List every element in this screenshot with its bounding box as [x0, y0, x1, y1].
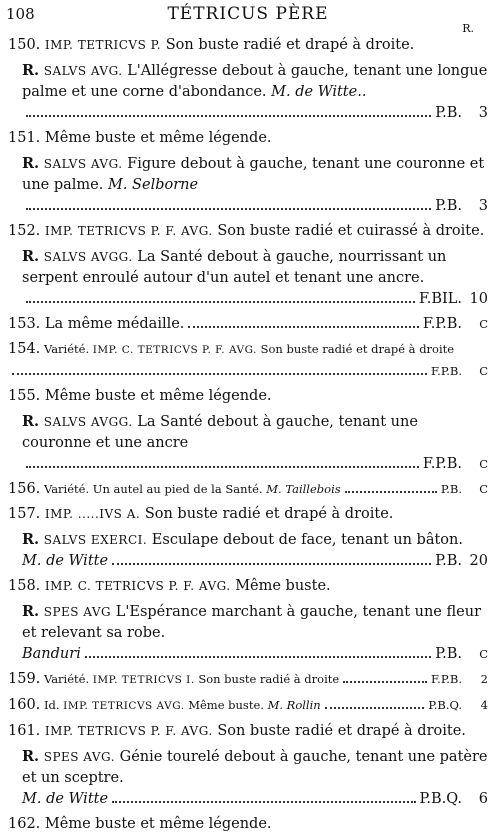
dot-leader — [112, 563, 431, 565]
catalogue-entry — [8, 339, 488, 382]
metal-code: P.B. — [435, 105, 462, 121]
metal-code: P.B. — [435, 646, 462, 662]
entry-number: 159. — [8, 671, 41, 687]
entry-description: Son buste radié à droite — [198, 672, 340, 686]
metal-code: P.B. — [440, 482, 462, 496]
coin-legend: SPES AVG — [43, 605, 112, 619]
entry-number: 154. — [8, 341, 41, 357]
reverse-mark: R. — [22, 62, 40, 79]
coin-legend: SALVS AVGG. — [43, 415, 133, 429]
page-title: TÉTRICUS PÈRE — [167, 4, 329, 24]
entry-description: La Santé debout à gauche, tenant une couronne et une ancre — [22, 414, 418, 451]
entry-number: 153. — [8, 316, 41, 332]
entry-number: 152. — [8, 223, 41, 239]
dot-leader — [26, 208, 431, 210]
entry-description: L'Espérance marchant à gauche, tenant une fleur et relevant sa robe. — [22, 604, 482, 641]
coin-legend: IMP. TETRICVS P. F. AVG. — [44, 224, 213, 238]
metal-code: P.B. — [435, 553, 462, 569]
dot-leader — [26, 466, 419, 468]
reverse-entry — [8, 529, 488, 572]
entry-description: La Santé debout à gauche, nourrissant un serpent enroulé autour d'un autel et tenant une ancre. — [22, 249, 447, 286]
metal-code: F.P.B. — [422, 456, 462, 472]
coin-legend: IMP. .....IVS A. — [44, 507, 141, 521]
rarity-value: C — [479, 317, 488, 331]
collection-name: M. Rollin — [267, 698, 321, 712]
dot-leader — [345, 491, 437, 493]
entry-number: 157. — [8, 506, 41, 522]
collection-name: M. de Witte.. — [271, 84, 367, 100]
entry-description: Même buste et même légende. — [44, 388, 272, 404]
rarity-value: 4 — [480, 698, 488, 712]
entry-description: Même buste et même légende. — [44, 130, 272, 146]
rarity-value: 10 — [469, 291, 488, 307]
dot-leader — [325, 707, 425, 709]
entry-description: Son buste radié et drapé à droite — [260, 342, 455, 356]
collection-name: M. de Witte — [22, 791, 109, 807]
entry-description: Esculape debout de face, tenant un bâton. — [151, 532, 463, 548]
reverse-mark: R. — [22, 248, 40, 265]
entry-description: Même buste. — [235, 578, 331, 594]
metal-code: P.B.Q. — [428, 698, 462, 712]
entry-number: 158. — [8, 578, 41, 594]
catalogue-entry — [8, 386, 488, 407]
entry-prefix: Variété. — [43, 482, 90, 496]
catalogue-entry — [8, 35, 488, 56]
metal-code: F.P.B. — [422, 316, 462, 332]
reverse-mark: R. — [22, 748, 40, 765]
catalogue-entry — [8, 669, 488, 691]
entry-description: Génie tourelé debout à gauche, tenant une patère et un sceptre. — [22, 749, 488, 786]
catalogue-entry — [8, 128, 488, 149]
catalogue-body — [8, 35, 488, 839]
coin-legend: SPES AVG. — [43, 750, 116, 764]
coin-legend: IMP. TETRICVS P. F. AVG. — [44, 724, 213, 738]
coin-legend: SALVS AVG. — [43, 64, 123, 78]
coin-legend: IMP. C. TETRICVS P. F. AVG. — [44, 579, 231, 593]
reverse-mark: R. — [22, 531, 40, 548]
reverse-entry — [8, 60, 488, 124]
entry-description: Un autel au pied de la Santé. — [92, 482, 263, 496]
rarity-value: 3 — [478, 105, 488, 121]
collection-name: M. Selborne — [107, 177, 199, 193]
rarity-value: C — [479, 647, 488, 661]
catalogue-entry — [8, 721, 488, 742]
page-header — [0, 4, 496, 35]
rarity-value: C — [479, 457, 488, 471]
entry-number: 161. — [8, 723, 41, 739]
catalogue-entry — [8, 814, 488, 835]
catalogue-entry — [8, 504, 488, 525]
dot-leader — [188, 326, 418, 328]
column-mark: R. — [462, 22, 474, 35]
metal-code: P.B.Q. — [419, 791, 462, 807]
entry-number: 162. — [8, 816, 41, 832]
coin-legend: IMP. TETRICVS I. — [92, 674, 195, 686]
entry-number: 156. — [8, 481, 41, 497]
entry-number: 160. — [8, 697, 41, 713]
dot-leader — [26, 301, 415, 303]
coin-legend: SALVS EXERCI. — [43, 533, 148, 547]
catalogue-entry — [8, 314, 488, 335]
metal-code: P.B. — [435, 198, 462, 214]
entry-description: Figure debout à gauche, tenant une couronne et une palme. — [22, 156, 485, 193]
reverse-entry — [8, 746, 488, 810]
rarity-value: 20 — [469, 553, 488, 569]
entry-description: Même buste. — [188, 698, 264, 712]
entry-description: Son buste radié et drapé à droite. — [165, 37, 415, 53]
reverse-entry — [8, 153, 488, 217]
coin-legend: SALVS AVGG. — [43, 250, 133, 264]
coin-legend: IMP. TETRICVS P. — [44, 38, 162, 52]
reverse-entry — [8, 601, 488, 665]
entry-prefix: Variété. — [43, 672, 90, 686]
page-number: 108 — [6, 5, 35, 23]
entry-prefix: Variété. — [43, 342, 90, 356]
collection-name: Banduri — [22, 646, 81, 662]
rarity-value: 6 — [478, 791, 488, 807]
metal-code: F.BIL. — [418, 291, 462, 307]
reverse-entry — [8, 246, 488, 310]
dot-leader — [112, 801, 415, 803]
metal-code: F.P.B. — [430, 672, 462, 686]
reverse-entry — [8, 411, 488, 475]
entry-prefix: Id. — [43, 698, 60, 712]
entry-description: Son buste radié et cuirassé à droite. — [217, 223, 485, 239]
entry-description: Même buste et même légende. — [44, 816, 272, 832]
coin-legend: IMP. TETRICVS AVG. — [63, 700, 185, 712]
rarity-value: 2 — [480, 672, 488, 686]
collection-name: M. de Witte — [22, 553, 109, 569]
coin-legend: IMP. C. TETRICVS P. F. AVG. — [92, 344, 257, 356]
entry-description: Son buste radié et drapé à droite. — [217, 723, 466, 739]
catalogue-entry — [8, 576, 488, 597]
collection-name: M. Taillebois — [266, 482, 341, 496]
catalogue-entry — [8, 695, 488, 717]
reverse-mark: R. — [22, 155, 40, 172]
entry-description: L'Allégresse debout à gauche, tenant une longue palme et une corne d'abondance. — [22, 63, 488, 100]
reverse-mark: R. — [22, 413, 40, 430]
metal-code: F.P.B. — [430, 364, 462, 378]
coin-legend: SALVS AVG. — [43, 157, 123, 171]
rarity-value: C — [479, 364, 488, 378]
rarity-value: C — [479, 482, 488, 496]
dot-leader — [12, 373, 427, 375]
dot-leader — [343, 681, 427, 683]
entry-number: 155. — [8, 388, 41, 404]
entry-number: 151. — [8, 130, 41, 146]
dot-leader — [85, 656, 431, 658]
dot-leader — [26, 115, 431, 117]
entry-description: La même médaille. — [44, 316, 185, 332]
catalogue-entry — [8, 479, 488, 500]
entry-description: Son buste radié et drapé à droite. — [144, 506, 394, 522]
entry-number: 150. — [8, 37, 41, 53]
reverse-mark: R. — [22, 603, 40, 620]
rarity-value: 3 — [478, 198, 488, 214]
catalogue-entry — [8, 221, 488, 242]
